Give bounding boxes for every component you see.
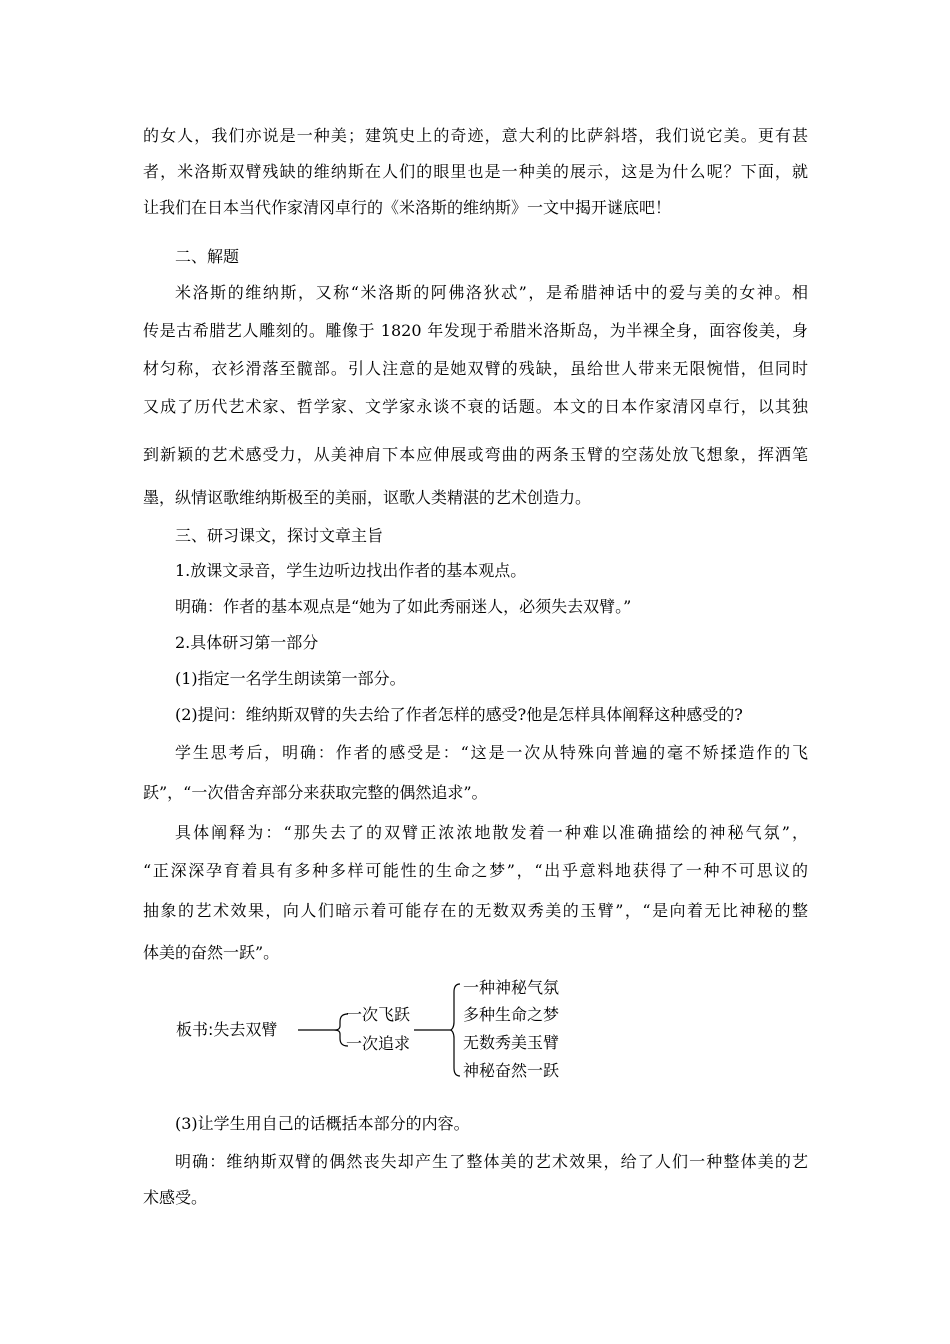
board-leaf-leap: 神秘奋然一跃 (463, 1061, 560, 1080)
board-leaf-dream: 多种生命之梦 (463, 1005, 560, 1024)
step-2: 2.具体研习第一部分 (175, 633, 319, 652)
paragraph-explain-line-5: 到新颖的艺术感受力，从美神肩下本应伸展或弯曲的两条玉臂的空荡处放飞想象，挥洒笔 (143, 445, 808, 464)
section-heading-3: 三、研习课文，探讨文章主旨 (175, 526, 384, 545)
step-2-2-answer-line-1: 学生思考后，明确：作者的感受是：“这是一次从特殊向普遍的毫不矫揉造作的飞 (175, 743, 808, 762)
paragraph-intro-line-3: 让我们在日本当代作家清冈卓行的《米洛斯的维纳斯》一文中揭开谜底吧！ (143, 198, 672, 217)
step-2-2-detail-line-1: 具体阐释为：“那失去了的双臂正浓浓地散发着一种难以准确描绘的神秘气氛”， (175, 823, 808, 842)
step-2-3: (3)让学生用自己的话概括本部分的内容。 (175, 1114, 470, 1133)
paragraph-explain-line-4: 又成了历代艺术家、哲学家、文学家永谈不衰的话题。本文的日本作家清冈卓行，以其独 (143, 397, 808, 416)
paragraph-explain-line-3: 材匀称，衣衫滑落至髋部。引人注意的是她双臂的残缺，虽给世人带来无限惋惜，但同时 (143, 359, 808, 378)
step-2-2-detail-line-2: “正深深孕育着具有多种多样可能性的生命之梦”，“出乎意料地获得了一种不可思议的 (143, 861, 808, 880)
paragraph-explain-line-1: 米洛斯的维纳斯，又称“米洛斯的阿佛洛狄忒”，是希腊神话中的爱与美的女神。相 (175, 283, 808, 302)
step-2-3-answer-line-1: 明确：维纳斯双臂的偶然丧失却产生了整体美的艺术效果，给了人们一种整体美的艺 (175, 1152, 808, 1171)
step-2-2: (2)提问：维纳斯双臂的失去给了作者怎样的感受?他是怎样具体阐释这种感受的? (175, 705, 743, 724)
blackboard-diagram (176, 978, 596, 1088)
section-heading-2: 二、解题 (175, 247, 240, 266)
board-root-label: 板书:失去双臂 (176, 1020, 278, 1039)
board-leaf-mystery: 一种神秘气氛 (463, 978, 560, 997)
board-leaf-arms: 无数秀美玉臂 (463, 1033, 560, 1052)
step-2-2-answer-line-2: 跃”，“一次借舍弃部分来获取完整的偶然追求”。 (143, 783, 488, 802)
step-1: 1.放课文录音，学生边听边找出作者的基本观点。 (175, 561, 527, 580)
board-mid-pursuit: 一次追求 (346, 1034, 411, 1053)
paragraph-intro-line-2: 者，米洛斯双臂残缺的维纳斯在人们的眼里也是一种美的展示，这是为什么呢？下面，就 (143, 162, 808, 181)
paragraph-explain-line-6: 墨，纵情讴歌维纳斯极至的美丽，讴歌人类精湛的艺术创造力。 (143, 488, 592, 507)
paragraph-explain-line-2: 传是古希腊艺人雕刻的。雕像于 1820 年发现于希腊米洛斯岛，为半裸全身，面容俊美，身 (143, 321, 808, 340)
step-2-3-answer-line-2: 术感受。 (143, 1188, 208, 1207)
step-2-1: (1)指定一名学生朗读第一部分。 (175, 669, 406, 688)
step-1-answer: 明确：作者的基本观点是“她为了如此秀丽迷人，必须失去双臂。” (175, 597, 632, 616)
board-mid-leap: 一次飞跃 (346, 1005, 411, 1024)
step-2-2-detail-line-3: 抽象的艺术效果，向人们暗示着可能存在的无数双秀美的玉臂”，“是向着无比神秘的整 (143, 901, 808, 920)
paragraph-intro-line-1: 的女人，我们亦说是一种美；建筑史上的奇迹，意大利的比萨斜塔，我们说它美。更有甚 (143, 126, 808, 145)
step-2-2-detail-line-4: 体美的奋然一跃”。 (143, 943, 280, 962)
